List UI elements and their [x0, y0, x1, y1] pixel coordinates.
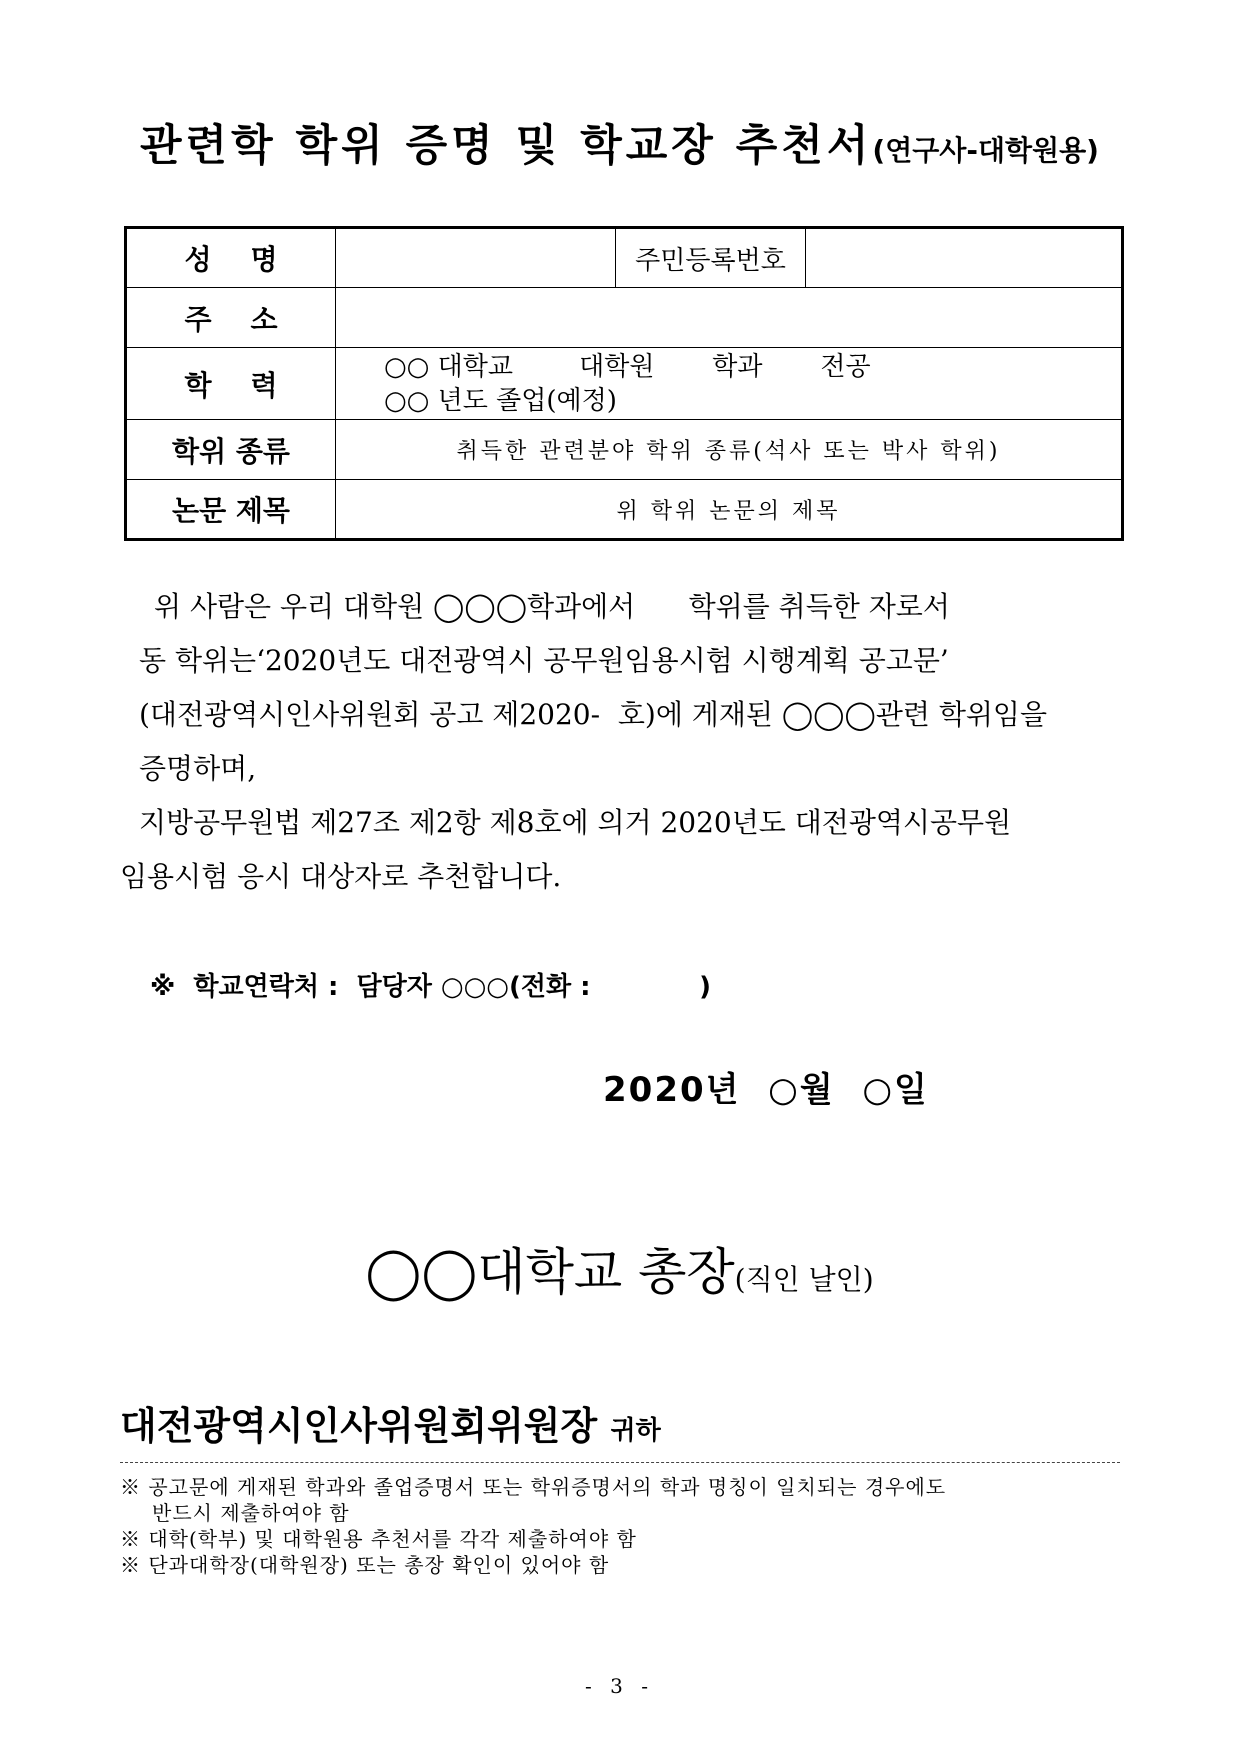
address-label: 주 소 — [126, 288, 336, 348]
president-title: ◯◯대학교 총장 — [365, 1243, 735, 1301]
title-main: 관련학 학위 증명 및 학교장 추천서 — [140, 121, 873, 171]
body-line-3: (대전광역시인사위원회 공고 제2020- 호)에 게재된 ◯◯◯관련 학위임을 — [139, 698, 1048, 731]
document-title — [0, 112, 1239, 173]
note-1: ※ 공고문에 게재된 학과와 졸업증명서 또는 학위증명서의 학과 명칭이 일치되는 경우에도 — [120, 1475, 947, 1499]
note-3: ※ 단과대학장(대학원장) 또는 총장 확인이 있어야 함 — [120, 1553, 610, 1577]
table-row — [126, 348, 1123, 420]
degree-type-label: 학위 종류 — [126, 420, 336, 480]
degree-type-field[interactable]: 취득한 관련분야 학위 종류(석사 또는 박사 학위) — [336, 420, 1123, 480]
recipient-honorific: 귀하 — [610, 1416, 661, 1446]
recipient-name: 대전광역시인사위원회위원장 — [120, 1404, 598, 1448]
note-1-continued: 반드시 제출하여야 함 — [152, 1501, 350, 1525]
school-contact: ※ 학교연락처 : 담당자 ○○○(전화 : ) — [150, 972, 712, 1002]
name-label: 성 명 — [126, 228, 336, 288]
table-row — [126, 288, 1123, 348]
recipient — [120, 1395, 661, 1450]
applicant-info-table — [124, 226, 1124, 541]
education-label: 학 력 — [126, 348, 336, 420]
body-line-4: 증명하며, — [139, 752, 257, 785]
issue-date: 2020년 ○월 ○일 — [603, 1070, 929, 1110]
rrn-label: 주민등록번호 — [616, 228, 806, 288]
table-row — [126, 420, 1123, 480]
note-2: ※ 대학(학부) 및 대학원용 추천서를 각각 제출하여야 함 — [120, 1527, 637, 1551]
body-line-5: 지방공무원법 제27조 제2항 제8호에 의거 2020년도 대전광역시공무원 — [139, 806, 1012, 839]
name-field[interactable] — [336, 228, 616, 288]
body-line-2: 동 학위는‘2020년도 대전광역시 공무원임용시험 시행계획 공고문’ — [139, 644, 949, 677]
divider — [120, 1462, 1120, 1463]
table-row — [126, 228, 1123, 288]
certification-body — [120, 580, 1124, 904]
body-line-1: 위 사람은 우리 대학원 ◯◯◯학과에서 학위를 취득한 자로서 — [154, 590, 950, 623]
thesis-title-field[interactable]: 위 학위 논문의 제목 — [336, 480, 1123, 540]
rrn-field[interactable] — [806, 228, 1123, 288]
president-signature — [0, 1232, 1239, 1304]
seal-note: (직인 날인) — [734, 1263, 874, 1296]
education-field[interactable] — [336, 348, 1123, 420]
title-sub: (연구사-대학원용) — [872, 134, 1099, 167]
body-line-6: 임용시험 응시 대상자로 추천합니다. — [120, 860, 562, 893]
education-line-graduation: ○○ 년도 졸업(예정) — [384, 385, 617, 416]
education-line-school: ○○ 대학교 대학원 학과 전공 — [384, 351, 871, 382]
page-number: - 3 - — [585, 1674, 654, 1698]
address-field[interactable] — [336, 288, 1123, 348]
table-row — [126, 480, 1123, 540]
footnotes — [120, 1474, 946, 1578]
thesis-title-label: 논문 제목 — [126, 480, 336, 540]
